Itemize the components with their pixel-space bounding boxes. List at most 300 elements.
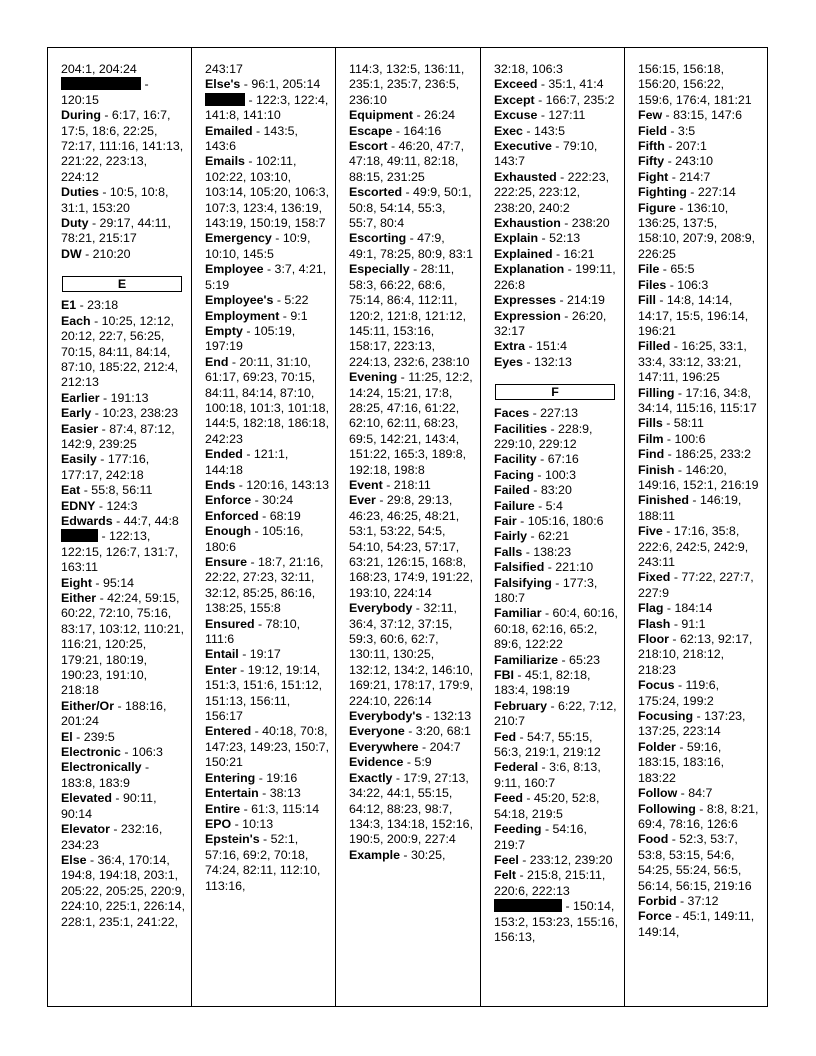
page-references: - 121:1, 144:18 (205, 447, 289, 477)
index-entry (205, 617, 329, 648)
page-references: - 84:7 (677, 786, 713, 801)
index-term: Falsifying (494, 575, 552, 590)
page-references: - 214:19 (556, 293, 605, 308)
page-references: - 16:25, 33:1, 33:4, 33:12, 33:21, 147:11, 196:25 (638, 339, 747, 385)
page-references: - 49:9, 50:1, 50:8, 54:14, 55:3, 55:7, 80:4 (349, 185, 472, 231)
index-entry (61, 853, 185, 930)
page-references: - 55:8, 56:11 (80, 483, 153, 498)
page-references: - 124:3 (95, 498, 138, 513)
index-term: Ensured (205, 616, 255, 631)
index-entry (494, 77, 618, 92)
index-term: Exec (494, 123, 523, 138)
index-term: Facing (494, 467, 534, 482)
page-references: - 204:7 (418, 739, 461, 754)
index-entry (494, 760, 618, 791)
index-column-2 (192, 48, 336, 1006)
index-term: Emailed (205, 123, 253, 138)
index-entry (494, 108, 618, 123)
index-term: Faces (494, 406, 530, 421)
index-entry (638, 570, 760, 601)
index-entry (494, 483, 618, 498)
page-references: - 37:12 (676, 893, 719, 908)
index-entry (638, 802, 760, 833)
page-references: - 100:3 (533, 467, 576, 482)
index-entry (638, 432, 760, 447)
page-references: - 184:14 (663, 601, 713, 616)
page-references: - 65:5 (659, 262, 695, 277)
index-entry (205, 524, 329, 555)
page-references: - 9:1 (279, 308, 308, 323)
page-references: - 177:16, 177:17, 242:18 (61, 452, 150, 482)
index-term: Electronic (61, 745, 121, 760)
index-term: Duties (61, 185, 99, 200)
index-entry (638, 201, 760, 263)
index-term: Emails (205, 154, 245, 169)
page-references: - 19:12, 19:14, 151:3, 151:6, 151:12, 151:13, 156:11, 156:17 (205, 662, 323, 724)
page-references: - 6:22, 7:12, 210:7 (494, 698, 617, 729)
index-term: Felt (494, 868, 517, 883)
page-references: - 61:3, 115:14 (240, 801, 320, 816)
page-references: - 243:10 (664, 154, 714, 169)
page-references: - 136:10, 136:25, 137:5, 158:10, 207:9, 208:9, 226:25 (638, 200, 756, 261)
index-term: Ensure (205, 555, 248, 569)
index-entry (638, 617, 760, 632)
page-references: - 45:1, 149:11, 149:14, (638, 909, 755, 939)
index-term: Entered (205, 724, 252, 739)
page-references: - 52:1, 57:16, 69:2, 70:18, 74:24, 82:11, 112:10, 113:16, (205, 832, 321, 893)
section-spacer (494, 370, 618, 378)
index-term: Forbid (638, 893, 677, 908)
index-term: Fill (638, 293, 656, 308)
index-term: Equipment (349, 108, 414, 123)
index-term: Feel (494, 852, 519, 867)
index-entry (638, 678, 760, 709)
page-references: - 17:16, 34:8, 34:14, 115:16, 115:17 (638, 385, 757, 415)
index-entry (349, 124, 474, 139)
page-references: - 143:5 (522, 123, 565, 138)
index-term: Else (61, 852, 87, 867)
index-term: Escape (349, 123, 393, 138)
page-references: - 32:11, 36:4, 37:12, 37:15, 59:3, 60:6, 62:7, 130:11, 130:25, 132:12, 134:2, 146:10, 169:21, 178:17, 179:9, 224:10, 226:14 (349, 601, 474, 708)
index-entry (349, 755, 474, 770)
index-term: Early (61, 406, 92, 421)
index-entry (205, 478, 329, 493)
index-column-1 (48, 48, 192, 1006)
index-entry (205, 493, 329, 508)
index-term: Else's (205, 77, 241, 92)
page-references: - 87:4, 87:12, 142:9, 239:25 (61, 421, 175, 451)
index-entry (61, 822, 185, 853)
page-references: - 5:9 (403, 755, 432, 770)
index-term: Fixed (638, 570, 671, 585)
index-entry (349, 848, 474, 863)
page-references: - 65:23 (558, 652, 601, 667)
page-references: - 30:24 (251, 493, 294, 508)
page-references: - 19:16 (255, 770, 298, 785)
page-references: - 232:16, 234:23 (61, 822, 163, 852)
page-references: - 151:4 (525, 339, 568, 354)
index-entry (638, 601, 760, 616)
index-term: Empty (205, 323, 243, 338)
index-entry (61, 452, 185, 483)
index-term: Explain (494, 231, 539, 246)
index-term: Either (61, 591, 97, 605)
index-term: Focusing (638, 709, 694, 724)
index-term: Explained (494, 246, 553, 261)
index-entry (638, 909, 760, 940)
index-entry (494, 216, 618, 231)
index-entry (638, 524, 760, 570)
index-term: Everybody's (349, 709, 423, 724)
index-term: File (638, 262, 660, 277)
index-term: Enforced (205, 508, 259, 523)
index-term: Either/Or (61, 698, 115, 713)
index-entry (638, 293, 760, 339)
index-term: Finish (638, 462, 675, 477)
index-entry (349, 185, 474, 231)
index-entry (494, 355, 618, 370)
index-entry (349, 62, 474, 108)
index-entry (61, 529, 185, 575)
index-entry (61, 514, 185, 529)
page-references: - 105:16, 180:6 (516, 513, 604, 528)
index-term: FBI (494, 668, 514, 683)
index-entry (61, 391, 185, 406)
index-term: Entail (205, 647, 239, 662)
index-entry (61, 185, 185, 216)
index-entry (349, 262, 474, 370)
index-entry (205, 447, 329, 478)
index-term: Each (61, 313, 91, 328)
index-term: Example (349, 847, 400, 862)
page-references: - 210:20 (81, 246, 131, 261)
index-term: Find (638, 447, 665, 462)
index-term: Duty (61, 216, 89, 231)
index-term: Failed (494, 483, 530, 498)
index-term: Ends (205, 477, 236, 492)
index-entry (494, 514, 618, 529)
page-references: 156:15, 156:18, 156:20, 156:22, 159:6, 176:4, 181:21 (638, 62, 752, 107)
page-references: - 166:7, 235:2 (534, 92, 615, 107)
index-term: Figure (638, 200, 676, 215)
index-entry (494, 545, 618, 560)
index-entry (205, 324, 329, 355)
index-term: Escort (349, 139, 388, 154)
index-entry (61, 247, 185, 262)
page-references: - 28:11, 58:3, 66:22, 68:6, 75:14, 86:4, 112:11, 120:2, 121:8, 121:12, 145:11, 153:16, 158:17, 223:13, 224:13, 232:6, 238:10 (349, 262, 470, 369)
index-term: Fills (638, 416, 663, 431)
index-term: Familiar (494, 606, 542, 621)
index-entry (638, 62, 760, 108)
index-term: Few (638, 108, 663, 123)
index-term: Event (349, 477, 383, 492)
index-term: Excuse (494, 108, 538, 123)
index-entry (205, 355, 329, 447)
index-term: Extra (494, 339, 525, 354)
index-term: EDNY (61, 498, 96, 513)
page-references: - 18:7, 21:16, 22:22, 27:23, 32:11, 32:12, 85:25, 86:16, 138:25, 155:8 (205, 555, 324, 616)
index-entry (349, 478, 474, 493)
index-entry (349, 771, 474, 848)
index-term: Executive (494, 139, 552, 154)
index-term: Employment (205, 308, 280, 323)
index-entry (638, 339, 760, 385)
index-entry (494, 668, 618, 699)
page-references: - 42:24, 59:15, 60:22, 72:10, 75:16, 83:17, 103:12, 110:21, 116:21, 120:25, 179:21, 180:19, 190:23, 191:10, 218:18 (61, 591, 185, 698)
index-term: Eat (61, 483, 81, 498)
page-references: 243:17 (205, 62, 243, 76)
index-term: Follow (638, 786, 678, 801)
section-spacer (61, 262, 185, 270)
page-references: - 221:10 (544, 560, 594, 575)
index-term: Fifty (638, 154, 665, 169)
page-references: - 11:25, 12:2, 14:24, 15:21, 17:8, 28:25, 47:16, 61:22, 62:10, 62:11, 68:23, 69:5, 142:21, 143:4, 151:22, 165:3, 189:8, 192:18, 198:8 (349, 370, 473, 477)
index-term: Enter (205, 662, 237, 677)
index-entry (494, 868, 618, 899)
page-references: - 68:19 (258, 508, 301, 523)
index-entry (638, 185, 760, 200)
index-entry (494, 653, 618, 668)
page-references: - 177:3, 180:7 (494, 575, 598, 605)
index-term: Floor (638, 632, 669, 647)
index-term: Familiarize (494, 652, 559, 667)
page-references: - 238:20 (560, 216, 610, 231)
page-references: - 120:15 (61, 77, 149, 107)
page-references: - 207:1 (664, 139, 707, 154)
page-references: - 26:20, 32:17 (494, 308, 607, 338)
page-references: - 183:8, 183:9 (61, 760, 150, 790)
page-references: - 38:13 (258, 786, 301, 801)
index-term: Fight (638, 169, 669, 184)
index-term: Fed (494, 729, 517, 744)
index-entry (494, 339, 618, 354)
index-entry (205, 293, 329, 308)
index-term: Fighting (638, 185, 687, 200)
index-term: Folder (638, 739, 676, 754)
index-entry (61, 576, 185, 591)
index-entry (638, 386, 760, 417)
index-term: Fairly (494, 529, 528, 544)
index-term: Five (638, 524, 663, 539)
page-references: - 132:13 (422, 709, 472, 724)
page-references: - 164:16 (392, 123, 442, 138)
page-references: - 67:16 (536, 452, 579, 467)
index-entry (494, 293, 618, 308)
index-term: Everywhere (349, 739, 419, 754)
index-term: Exhausted (494, 169, 557, 184)
index-term: Enforce (205, 493, 252, 508)
index-term: Employee's (205, 293, 274, 308)
index-term: Ended (205, 447, 243, 462)
index-term: Following (638, 801, 696, 816)
index-term: Expresses (494, 293, 557, 308)
index-entry (205, 802, 329, 817)
page-references: - 54:7, 55:15, 56:3, 219:1, 219:12 (494, 729, 601, 760)
index-entry (638, 416, 760, 431)
index-entry (205, 62, 329, 77)
page-references: - 79:10, 143:7 (494, 139, 598, 169)
index-term: Film (638, 431, 664, 446)
page-references: - 215:8, 215:11, 220:6, 222:13 (494, 868, 606, 898)
index-entry (494, 899, 618, 945)
index-entry (494, 606, 618, 652)
redaction-bar (494, 899, 562, 912)
index-term: Failure (494, 498, 535, 513)
index-entry (61, 406, 185, 421)
index-entry (61, 499, 185, 514)
index-entry (205, 231, 329, 262)
index-entry (638, 154, 760, 169)
page-references: - 10:5, 10:8, 31:1, 153:20 (61, 185, 169, 215)
index-term: Ever (349, 493, 376, 508)
index-entry (61, 422, 185, 453)
index-entry (61, 483, 185, 498)
index-term: Enough (205, 524, 252, 539)
index-term: During (61, 108, 101, 123)
page-references: - 105:19, 197:19 (205, 323, 296, 354)
index-term: Everybody (349, 601, 413, 616)
index-term: Epstein's (205, 832, 260, 847)
index-entry (638, 108, 760, 123)
index-term: Especially (349, 262, 410, 277)
index-term: Except (494, 92, 535, 107)
page-references: - 6:17, 16:7, 17:5, 18:6, 22:25, 72:17, 111:16, 141:13, 221:22, 223:13, 224:12 (61, 108, 184, 184)
page-references: - 83:20 (529, 483, 572, 498)
index-term: Field (638, 123, 667, 138)
page-references: - 17:16, 35:8, 222:6, 242:5, 242:9, 243:11 (638, 524, 749, 569)
page-references: - 127:11 (537, 108, 586, 123)
index-term: EPO (205, 816, 232, 831)
index-entry (494, 791, 618, 822)
index-term: Exactly (349, 770, 393, 785)
index-entry (205, 663, 329, 725)
index-entry (205, 124, 329, 155)
index-entry (349, 601, 474, 709)
index-entry (638, 170, 760, 185)
index-term: Evidence (349, 755, 404, 770)
index-term: Flash (638, 616, 671, 631)
page-references: - 52:3, 53:7, 53:8, 53:15, 54:6, 54:25, 55:24, 56:5, 56:14, 56:15, 219:16 (638, 832, 752, 893)
redaction-bar (205, 93, 245, 106)
index-term: Electronically (61, 760, 142, 775)
page-references: 204:1, 204:24 (61, 62, 137, 76)
page-references: 32:18, 106:3 (494, 62, 563, 76)
index-entry (494, 309, 618, 340)
page-references: - 95:14 (91, 575, 135, 590)
page-references: - 119:6, 175:24, 199:2 (638, 678, 720, 708)
index-term: Fair (494, 513, 517, 528)
index-entry (205, 647, 329, 662)
index-entry (494, 139, 618, 170)
page-references: - 3:7, 4:21, 5:19 (205, 262, 327, 292)
index-entry (638, 278, 760, 293)
page-references: - 146:19, 188:11 (638, 493, 742, 523)
index-entry (205, 771, 329, 786)
page-references: - 90:11, 90:14 (61, 791, 157, 821)
page-references: - 45:1, 82:18, 183:4, 198:19 (494, 668, 591, 698)
index-term: Falls (494, 544, 523, 559)
index-entry (349, 724, 474, 739)
page-references: - 44:7, 44:8 (112, 513, 179, 528)
index-entry (61, 77, 185, 108)
page-references: - 228:9, 229:10, 229:12 (494, 421, 593, 451)
page-references: - 16:21 (552, 246, 595, 261)
index-term: DW (61, 246, 82, 261)
index-entry (494, 406, 618, 421)
index-entry (205, 77, 329, 92)
page-references: - 199:11, 226:8 (494, 262, 616, 292)
page-references: - 23:18 (76, 298, 119, 313)
page-references: - 29:17, 44:11, 78:21, 215:17 (61, 216, 171, 246)
index-entry (494, 468, 618, 483)
index-entry (494, 452, 618, 467)
index-column-3 (336, 48, 481, 1006)
page-references: - 59:16, 183:15, 183:16, 183:22 (638, 739, 725, 785)
index-entry (494, 62, 618, 77)
index-entry (494, 262, 618, 293)
index-term: Emergency (205, 231, 272, 246)
index-entry (205, 262, 329, 293)
page-references: - 106:3 (120, 745, 163, 760)
page-references: - 188:16, 201:24 (61, 698, 167, 729)
page-references: - 106:3 (666, 277, 709, 292)
page-references: - 146:20, 149:16, 152:1, 216:19 (638, 462, 759, 492)
index-entry (494, 560, 618, 575)
index-term: Facilities (494, 421, 548, 436)
index-entry (494, 231, 618, 246)
index-entry (494, 499, 618, 514)
index-term: Exceed (494, 77, 538, 92)
index-entry (61, 298, 185, 313)
index-entry (349, 493, 474, 601)
index-term: E1 (61, 298, 77, 313)
page-references: - 26:24 (413, 108, 456, 123)
page-references: - 45:20, 52:8, 54:18, 219:5 (494, 791, 600, 821)
page-references: - 233:12, 239:20 (518, 852, 613, 867)
index-entry (494, 822, 618, 853)
page-references: - 91:1 (670, 616, 706, 631)
page-references: - 10:9, 10:10, 145:5 (205, 231, 311, 261)
page-references: - 143:5, 143:6 (205, 123, 298, 154)
index-entry (638, 709, 760, 740)
index-entry (638, 124, 760, 139)
index-term: Flag (638, 601, 664, 616)
index-term: Fifth (638, 139, 665, 154)
index-entry (61, 62, 185, 77)
page-references: - 5:22 (273, 293, 309, 308)
page-references: - 46:20, 47:7, 47:18, 49:11, 82:18, 88:15, 231:25 (349, 139, 465, 184)
index-entry (349, 231, 474, 262)
index-term: Filling (638, 385, 675, 400)
index-entry (205, 724, 329, 770)
index-term: End (205, 354, 229, 369)
index-entry (61, 730, 185, 745)
page-references: - 96:1, 205:14 (240, 77, 321, 92)
index-entry (638, 493, 760, 524)
index-entry (638, 786, 760, 801)
index-entry (349, 740, 474, 755)
page-references: - 3:6, 8:13, 9:11, 160:7 (494, 760, 601, 790)
index-entry (638, 632, 760, 678)
index-entry (638, 139, 760, 154)
section-letter-header: F (495, 384, 615, 400)
index-term: Explanation (494, 262, 565, 277)
index-entry (494, 124, 618, 139)
page-references: - 40:18, 70:8, 147:23, 149:23, 150:7, 150:21 (205, 724, 330, 770)
index-term: Exhaustion (494, 216, 561, 231)
index-entry (205, 154, 329, 231)
page-references: - 102:11, 102:22, 103:10, 103:14, 105:20, 106:3, 107:3, 123:4, 136:19, 143:19, 150:19, 158:7 (205, 154, 330, 231)
